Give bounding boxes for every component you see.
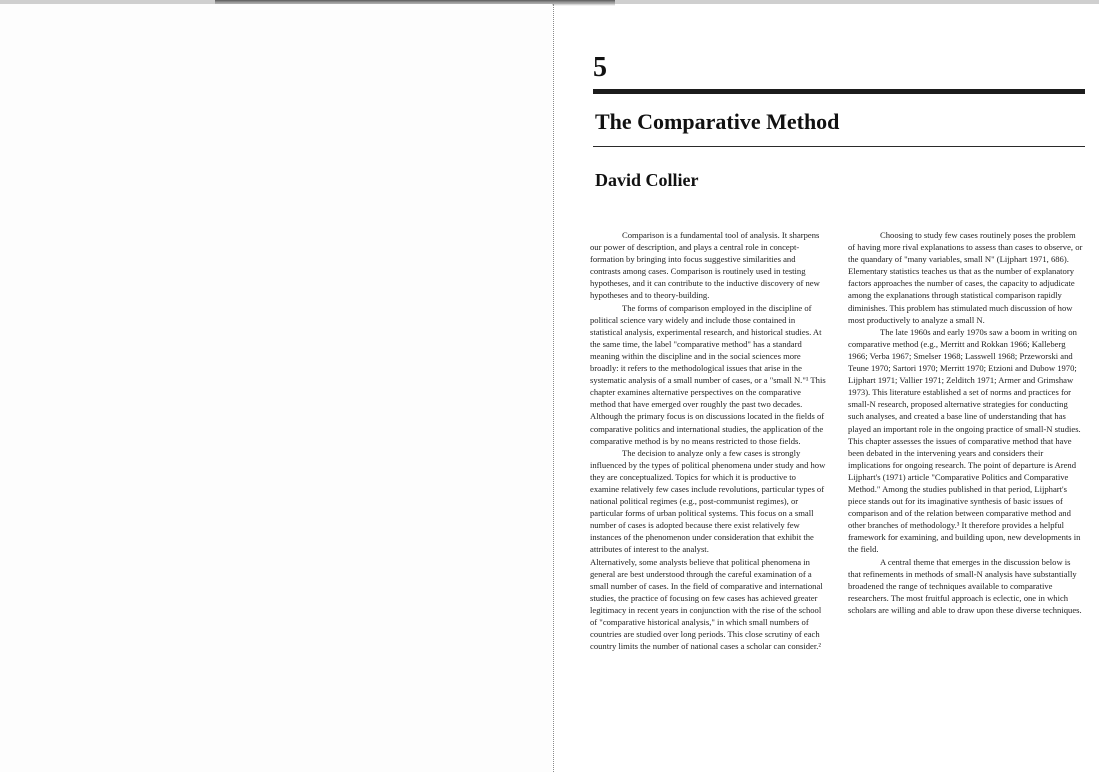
paragraph: Alternatively, some analysts believe that political phenomena in general are best understood through the careful examination of a small number of cases. In the field of comparative and international studies, the practice of focusing on few cases has achieved greater legitimacy in recent years in conjunction with the rise of the school of "comparative historical analysis," in which small numbers of countries are studied over long periods. This close scrutiny of each country limits the number of national cases a scholar can consider.² <box>590 556 823 652</box>
chapter-rule-thin <box>593 146 1085 147</box>
author-name: David Collier <box>595 170 699 190</box>
paragraph: A central theme that emerges in the discussion below is that refinements in methods of small-N analysis have substantially broadened the range of techniques available to comparative researchers. The most fruitful approach is eclectic, one in which scholars are willing and able to draw upon these diverse techniques. <box>848 556 1082 615</box>
paragraph: Choosing to study few cases routinely poses the problem of having more rival explanations to assess than cases to observe, or the quandary of "many variables, small N" (Lijphart 1971, 686). Elementary statistics teaches us that as the number of explanatory factors approaches the number of cases, the capacity to adjudicate among the explanations through statistical comparison rapidly diminishes. This problem has stimulated much discussion of how most productively to analyze a small N. <box>848 230 1083 325</box>
paragraph: Comparison is a fundamental tool of analysis. It sharpens our power of description, and plays a central role in concept-formation by bringing into focus suggestive similarities and contrasts among cases. Comparison is routinely used in testing hypotheses, and it can contribute to the inductive discovery of new hypotheses and to theory-building. <box>590 230 820 301</box>
text-column-right <box>848 229 1085 616</box>
chapter-title: The Comparative Method <box>595 109 840 134</box>
text-column-left <box>590 229 827 652</box>
left-blank-page <box>0 4 552 772</box>
book-gutter <box>553 4 554 772</box>
paragraph: The forms of comparison employed in the discipline of political science vary widely and include those contained in statistical analysis, experimental research, and historical studies. At the same time, the label "comparative method" has a standard meaning within the discipline and in the social sciences more broadly: it refers to the methodological issues that arise in the systematic analysis of a small number of cases, or a "small N."¹ This chapter examines alternative perspectives on the comparative method that have emerged over roughly the past two decades. Although the primary focus is on discussions located in the fields of comparative politics and international studies, the application of the comparative method is by no means restricted to those fields. <box>590 302 826 446</box>
chapter-rule-thick <box>593 89 1085 94</box>
chapter-number: 5 <box>593 52 607 83</box>
paragraph: The decision to analyze only a few cases is strongly influenced by the types of political phenomena under study and how they are conceptualized. Topics for which it is productive to examine relatively few cases include revolutions, particular types of national political regimes (e.g., post-communist regimes), or particular forms of urban political systems. This focus on a small number of cases is adopted because there exist relatively few instances of the phenomenon under consideration that exhibit the attributes of interest to the analyst. <box>590 447 826 555</box>
paragraph: The late 1960s and early 1970s saw a boom in writing on comparative method (e.g., Merritt and Rokkan 1966; Kalleberg 1966; Verba 1967; Smelser 1968; Lasswell 1968; Przeworski and Teune 1970; Sartori 1970; Merritt 1970; Etzioni and Dubow 1970; Lijphart 1971; Vallier 1971; Zelditch 1971; Armer and Grimshaw 1973). This literature established a set of norms and practices for small-N research, proposed alternative strategies for conducting such analyses, and created a base line of understanding that has played an important role in the ongoing practice of small-N studies. This chapter assesses the issues of comparative method that have been debated in the intervening years and considers their implications for ongoing research. The point of departure is Arend Lijphart's (1971) article "Comparative Politics and Comparative Method." Among the studies published in that period, Lijphart's piece stands out for its imaginative synthesis of basic issues of comparison and of the relation between comparative method and other branches of methodology.³ It therefore provides a helpful framework for examining, and building upon, new developments in the field. <box>848 326 1081 555</box>
